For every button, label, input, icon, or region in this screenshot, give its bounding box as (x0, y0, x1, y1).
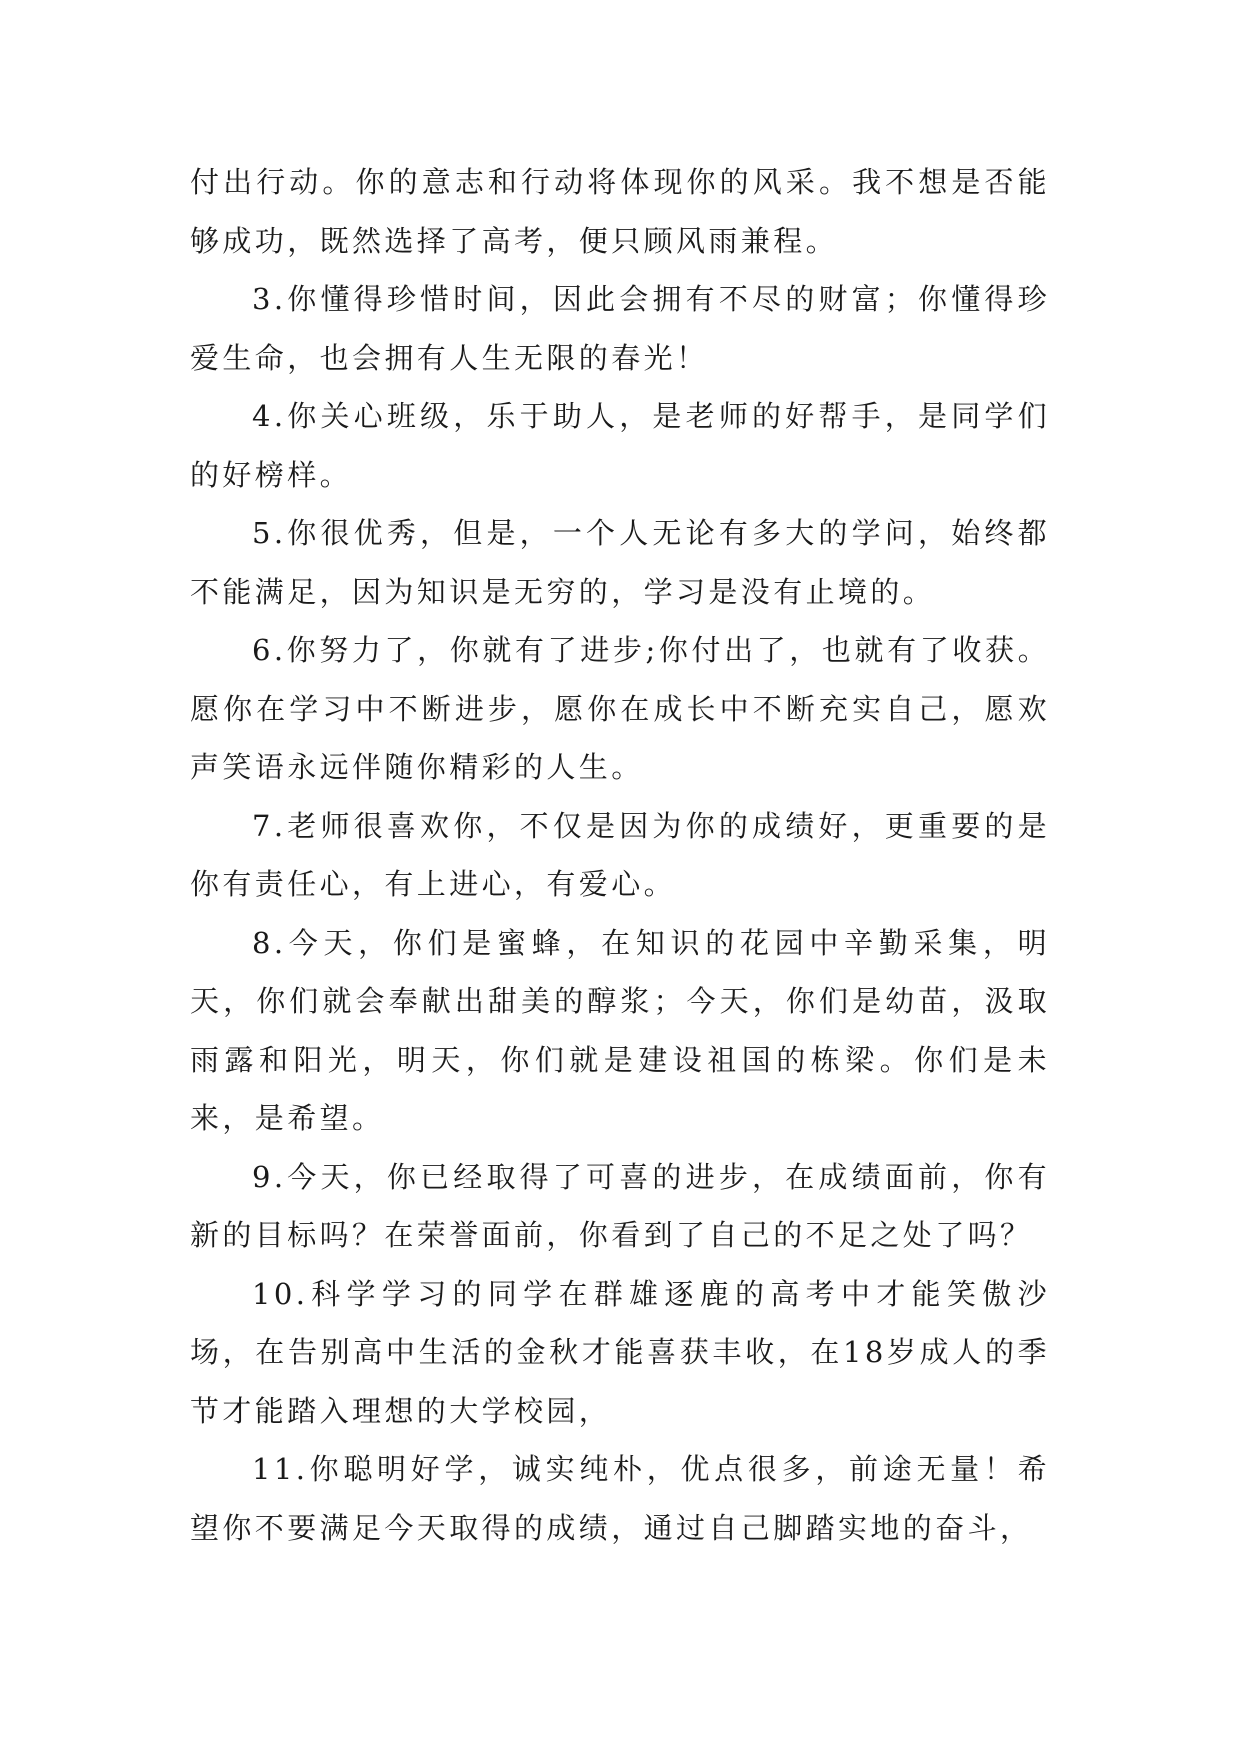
paragraph-item-4: 4.你关心班级，乐于助人，是老师的好帮手，是同学们的好榜样。 (190, 399, 1050, 492)
paragraph-item-5: 5.你很优秀，但是，一个人无论有多大的学问，始终都不能满足，因为知识是无穷的，学习是没有止境的。 (190, 516, 1050, 609)
paragraph-item-6: 6.你努力了，你就有了进步;你付出了，也就有了收获。愿你在学习中不断进步，愿你在成长中不断充实自己，愿欢声笑语永远伴随你精彩的人生。 (190, 633, 1050, 784)
paragraph-item-3: 3.你懂得珍惜时间，因此会拥有不尽的财富；你懂得珍爱生命，也会拥有人生无限的春光！ (190, 282, 1050, 375)
document-body (190, 153, 1050, 1557)
paragraph-item-7: 7.老师很喜欢你，不仅是因为你的成绩好，更重要的是你有责任心，有上进心，有爱心。 (190, 808, 1050, 901)
paragraph-continuation: 付出行动。你的意志和行动将体现你的风采。我不想是否能够成功，既然选择了高考，便只顾风雨兼程。 (190, 165, 1050, 258)
paragraph-item-11: 11.你聪明好学，诚实纯朴，优点很多，前途无量！希望你不要满足今天取得的成绩，通过自己脚踏实地的奋斗， (190, 1452, 1050, 1545)
paragraph-item-8: 8.今天，你们是蜜蜂，在知识的花园中辛勤采集，明天，你们就会奉献出甜美的醇浆；今天，你们是幼苗，汲取雨露和阳光，明天，你们就是建设祖国的栋梁。你们是未来，是希望。 (190, 925, 1050, 1135)
paragraph-item-10: 10.科学学习的同学在群雄逐鹿的高考中才能笑傲沙场，在告别高中生活的金秋才能喜获丰收，在18岁成人的季节才能踏入理想的大学校园， (190, 1276, 1050, 1428)
paragraph-item-9: 9.今天，你已经取得了可喜的进步，在成绩面前，你有新的目标吗？在荣誉面前，你看到了自己的不足之处了吗？ (190, 1159, 1050, 1252)
